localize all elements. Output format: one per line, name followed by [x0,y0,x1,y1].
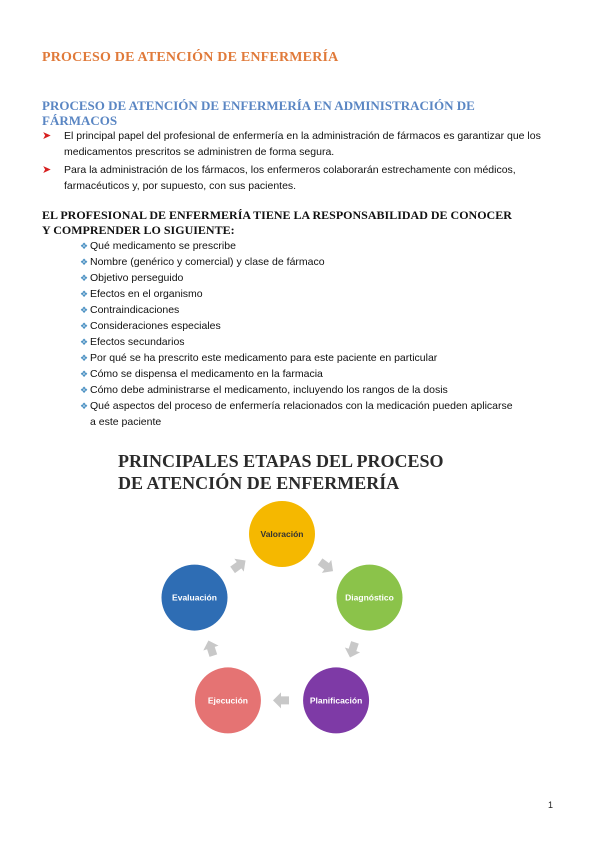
cycle-arrow-icon [273,692,289,708]
stage-label: Ejecución [207,695,249,706]
diamond-bullet-icon: ❖ [80,273,89,283]
bullet-item [42,162,542,194]
arrow-bullet-icon: ➤ [42,164,52,176]
stage-label: Diagnóstico [345,592,394,603]
responsibility-heading: EL PROFESIONAL DE ENFERMERÍA TIENE LA RESPONSABILIDAD DE CONOCER Y COMPRENDER LO SIGUIENTE: [42,208,512,237]
list-item [80,270,520,286]
bullet-text: El principal papel del profesional de enfermería en la administración de fármacos es garantizar que los medicamentos prescritos se administren de forma segura. [64,130,541,158]
list-item-text: Nombre (genérico y comercial) y clase de fármaco [90,256,325,268]
list-item-text: Cómo se dispensa el medicamento en la farmacia [90,368,323,380]
list-item-text: Efectos en el organismo [90,288,203,300]
diamond-bullet-icon: ❖ [80,241,89,251]
stage-node-4 [162,565,228,631]
list-item-text: Contraindicaciones [90,304,180,316]
main-title: PROCESO DE ATENCIÓN DE ENFERMERÍA [42,50,339,65]
cycle-arrow-icon [201,638,221,658]
bullet-text: Para la administración de los fármacos, los enfermeros colaborarán estrechamente con médicos, farmacéuticos y, por supuesto, con sus pacientes. [64,164,516,192]
diamond-bullet-icon: ❖ [80,337,89,347]
diamond-bullet-icon: ❖ [80,401,89,411]
diamond-bullet-icon: ❖ [80,353,89,363]
diamond-bullet-icon: ❖ [80,321,89,331]
stage-node-0 [249,501,315,567]
list-item [80,398,520,430]
bullet-list [42,128,542,196]
stage-label: Planificación [309,695,363,706]
diamond-bullet-icon: ❖ [80,385,89,395]
list-item-text: Consideraciones especiales [90,320,221,332]
list-item [80,350,520,366]
stage-label: Valoración [260,529,304,539]
diamond-bullet-icon: ❖ [80,369,89,379]
list-item-text: Qué aspectos del proceso de enfermería relacionados con la medicación pueden aplicarse a este paciente [90,400,513,428]
list-item [80,302,520,318]
list-item [80,382,520,398]
arrow-bullet-icon: ➤ [42,130,52,142]
list-item-text: Qué medicamento se prescribe [90,240,236,252]
stage-node-3 [195,667,261,733]
cycle-diagram [110,444,460,734]
list-item [80,366,520,382]
list-item [80,286,520,302]
cycle-arrow-icon [315,555,337,577]
diamond-bullet-icon: ❖ [80,289,89,299]
list-item [80,254,520,270]
list-item-text: Efectos secundarios [90,336,185,348]
stage-node-2 [303,667,369,733]
cycle-arrow-icon [342,640,362,660]
section-heading: PROCESO DE ATENCIÓN DE ENFERMERÍA EN ADMINISTRACIÓN DE FÁRMACOS [42,98,475,128]
responsibility-list [80,238,520,430]
diamond-bullet-icon: ❖ [80,257,89,267]
nursing-process-diagram [110,444,460,734]
list-item-text: Por qué se ha prescrito este medicamento para este paciente en particular [90,352,438,364]
list-item [80,318,520,334]
diagram-title-line: DE ATENCIÓN DE ENFERMERÍA [118,473,400,493]
stage-label: Evaluación [172,592,217,603]
list-item [80,238,520,254]
diagram-title-line: PRINCIPALES ETAPAS DEL PROCESO [118,451,444,471]
bullet-item [42,128,542,160]
stage-node-1 [336,565,402,631]
cycle-arrow-icon [228,554,250,576]
list-item-text: Cómo debe administrarse el medicamento, incluyendo los rangos de la dosis [90,384,448,396]
list-item [80,334,520,350]
page-number: 1 [548,800,554,810]
list-item-text: Objetivo perseguido [90,272,184,284]
diamond-bullet-icon: ❖ [80,305,89,315]
